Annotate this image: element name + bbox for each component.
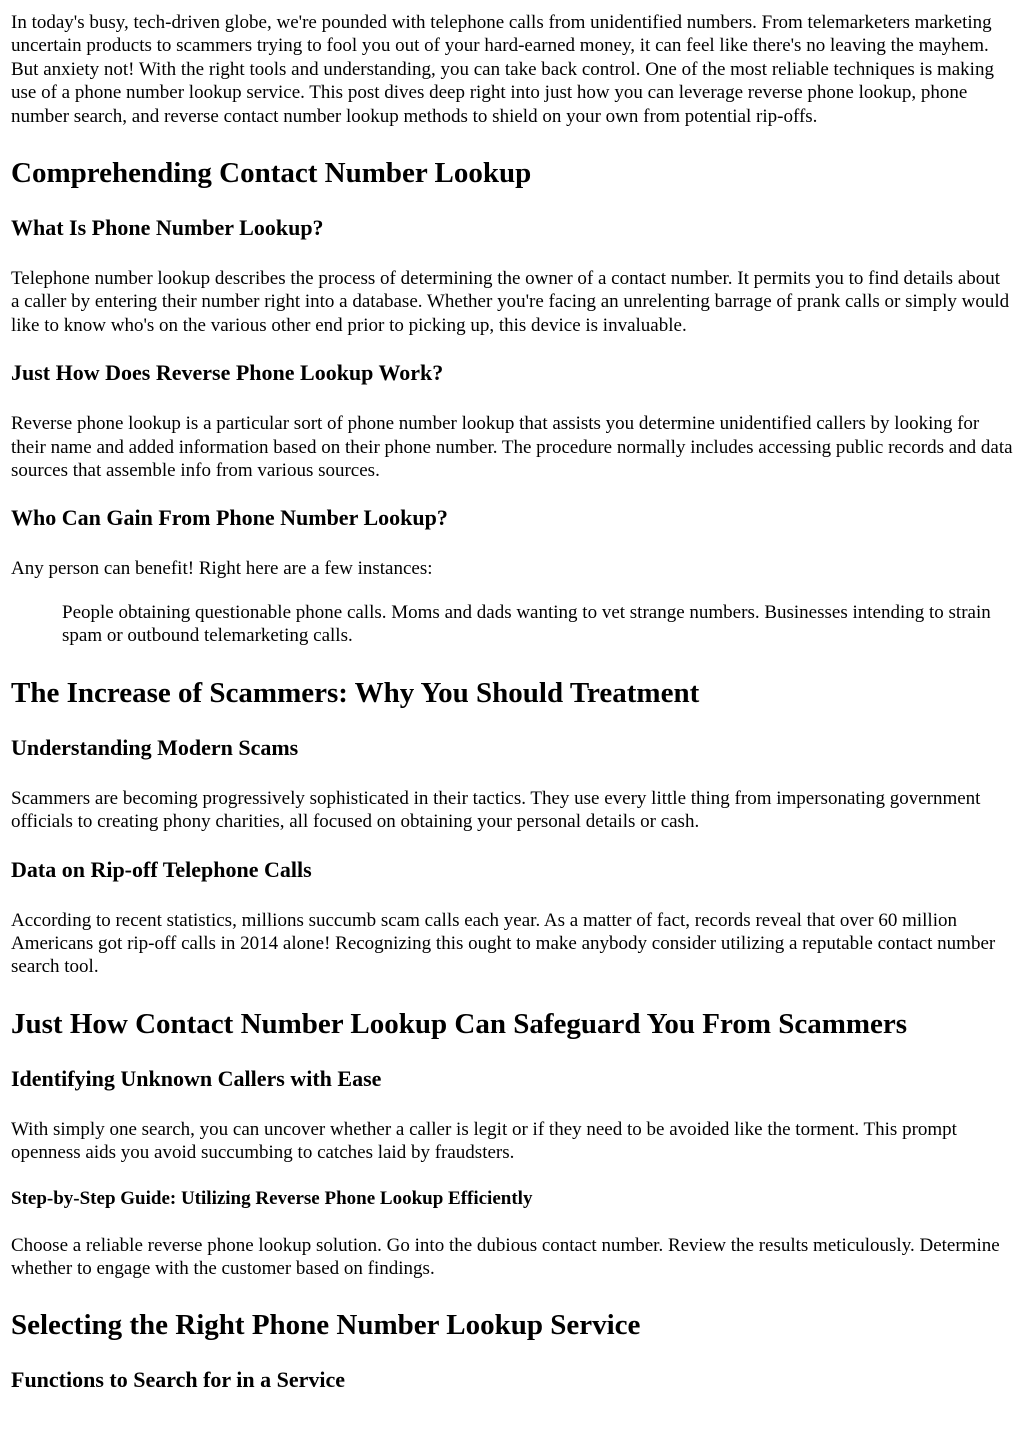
section-heading: Comprehending Contact Number Lookup [11,157,532,190]
body-paragraph: Choose a reliable reverse phone lookup solution. Go into the dubious contact number. Review the results meticulously. Determine whether to engage with the customer based on findings. [11,1234,1000,1279]
body-paragraph: Telephone number lookup describes the process of determining the owner of a contact number. It permits you to find details about a caller by entering their number right into a database. Whether you're facing an unrelenting barrage of prank calls or simply would like to know who's on the various other end prior to picking up, this device is invaluable. [11,268,1010,336]
body-paragraph: Reverse phone lookup is a particular sort of phone number lookup that assists you determine unidentified callers by looking for their name and added information based on their phone number. The procedure normally includes accessing public records and data sources that assemble info from various sources. [11,413,1013,482]
subsection-heading: What Is Phone Number Lookup? [11,215,324,241]
subsection-heading: Who Can Gain From Phone Number Lookup? [11,505,448,531]
section-heading: Selecting the Right Phone Number Lookup Service [11,1309,641,1342]
intro-paragraph: In today's busy, tech-driven globe, we're pounded with telephone calls from unidentified numbers. From telemarketers marketing uncertain products to scammers trying to fool you out of your hard-earned money, it can feel like there's no leaving the mayhem. But anxiety not! With the right tools and understanding, you can take back control. One of the most reliable techniques is making use of a phone number lookup service. This post dives deep right into just how you can leverage reverse phone lookup, phone number search, and reverse contact number lookup methods to shield on your own from potential rip-offs. [11,12,994,127]
body-paragraph: Scammers are becoming progressively sophisticated in their tactics. They use every little thing from impersonating government officials to creating phony charities, all focused on obtaining your personal details or cash. [11,787,981,833]
section-heading: The Increase of Scammers: Why You Should Treatment [11,676,700,709]
body-paragraph: With simply one search, you can uncover whether a caller is legit or if they need to be avoided like the torment. This prompt openness aids you avoid succumbing to catches laid by fraudsters. [11,1118,957,1164]
subsection-heading: Just How Does Reverse Phone Lookup Work? [11,360,444,386]
minor-heading: Step-by-Step Guide: Utilizing Reverse Phone Lookup Efficiently [11,1187,533,1209]
subsection-heading: Identifying Unknown Callers with Ease [11,1065,382,1091]
section-heading: Just How Contact Number Lookup Can Safeguard You From Scammers [11,1007,908,1040]
subsection-heading: Data on Rip-off Telephone Calls [11,856,312,882]
body-paragraph: Any person can benefit! Right here are a few instances: [11,558,433,580]
examples-quote: People obtaining questionable phone calls. Moms and dads wanting to vet strange numbers. Businesses intending to strain spam or outbound telemarketing calls. [62,601,991,647]
body-paragraph: According to recent statistics, millions succumb scam calls each year. As a matter of fact, records reveal that over 60 million Americans got rip-off calls in 2014 alone! Recognizing this ought to make anybody consider utilizing a reputable contact number search tool. [11,909,996,978]
subsection-heading: Understanding Modern Scams [11,734,299,760]
subsection-heading: Functions to Search for in a Service [11,1367,346,1393]
article [11,11,1013,1393]
